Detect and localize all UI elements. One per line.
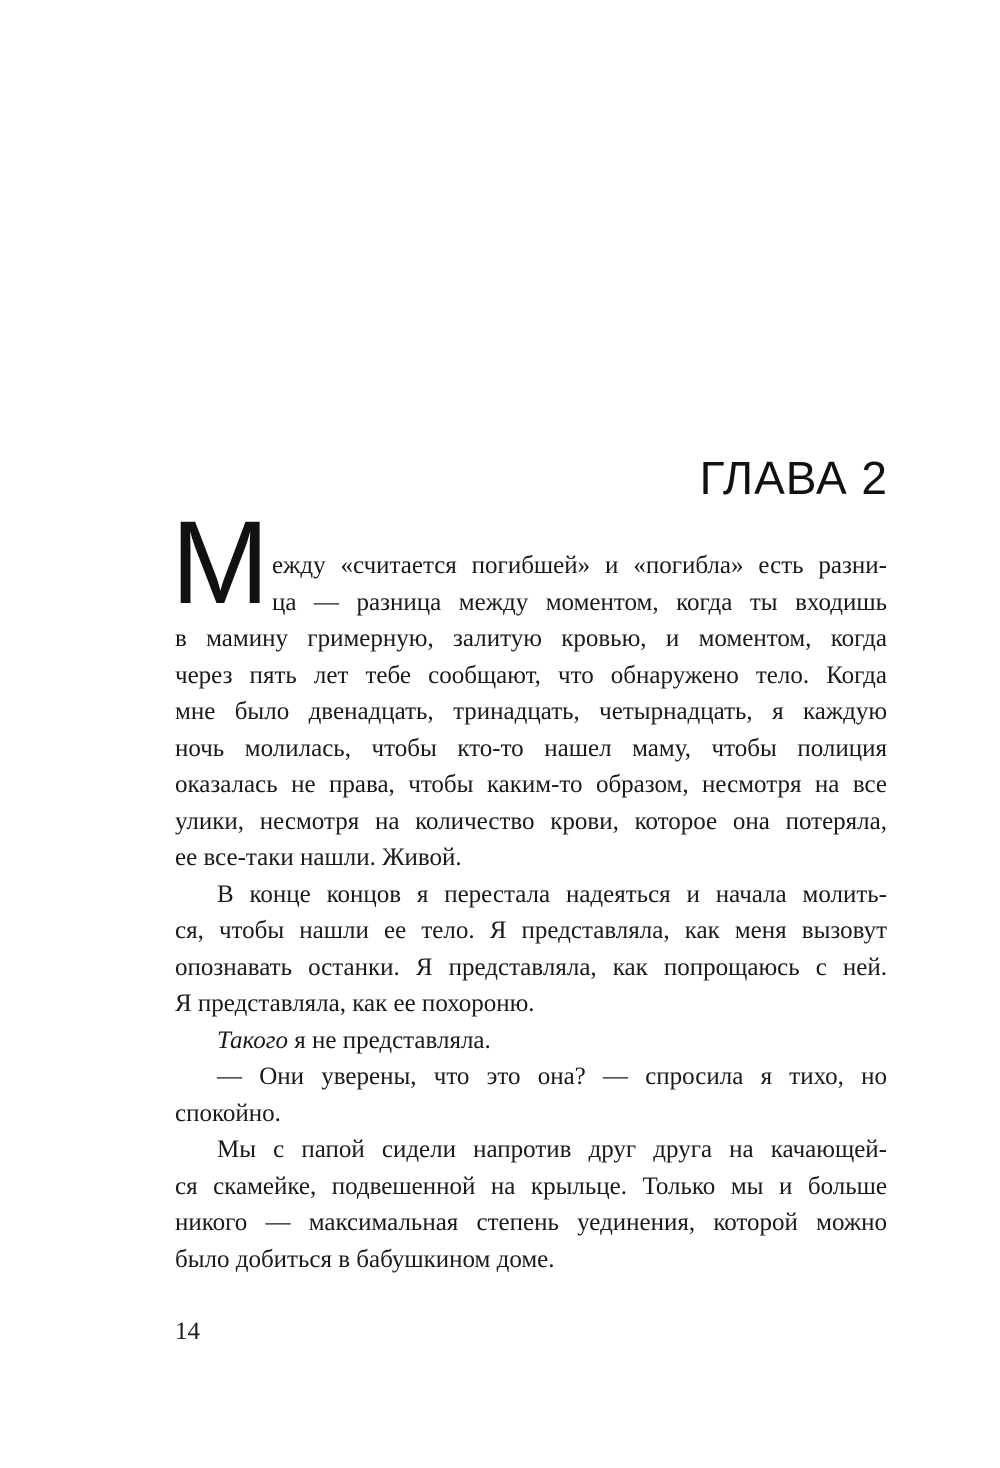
paragraph-5 [175,1132,887,1278]
text-line: в мамину гримерную, залитую кровью, и моментом, когда [175,625,887,652]
text-line: никого — максимальная степень уединения, которой можно [175,1209,887,1236]
text-line: оказалась не права, чтобы каким-то образом, несмотря на все [175,771,887,798]
page-number: 14 [175,1318,200,1345]
text-line: ся скамейке, подвешенной на крыльце. Только мы и больше [175,1172,887,1200]
text-line: ее все-таки нашли. Живой. [175,844,462,871]
text-line: опознавать останки. Я представляла, как попрощаюсь с ней. [175,953,887,981]
text-line: Мы с папой сидели напротив друг друга на качающей- [217,1136,887,1163]
text-line: ежду «считается погибшей» и «погибла» есть разни- [272,552,887,579]
text-line: спокойно. [175,1099,281,1127]
text-line: мне было двенадцать, тринадцать, четырнадцать, я каждую [175,698,887,725]
text-line: Я представляла, как ее похороню. [175,990,535,1017]
paragraph-1 [171,497,887,877]
paragraph-4 [175,1059,887,1132]
chapter-title: ГЛАВА 2 [699,451,888,504]
text-line: было добиться в бабушкином доме. [175,1245,555,1273]
emphasis-text: Такого [217,1026,288,1054]
drop-cap: М [171,497,270,629]
text-line: — Они уверены, что это она? — спросила я тихо, но [217,1063,887,1090]
paragraph-2 [175,877,887,1023]
text-line: через пять лет тебе сообщают, что обнаружено тело. Когда [175,661,887,689]
text-line: ночь молилась, чтобы кто-то нашел маму, чтобы полиция [175,734,887,762]
text-line: ца — разница между моментом, когда ты входишь [272,588,887,616]
text-line: В конце концов я перестала надеяться и начала молить- [217,880,887,908]
plain-text: я не представляла. [288,1026,491,1054]
text-line: ся, чтобы нашли ее тело. Я представляла, как меня вызовут [175,917,887,944]
paragraph-3 [175,1023,887,1060]
chapter-body [171,497,887,1278]
text-line [175,1023,887,1060]
text-line: улики, несмотря на количество крови, которое она потеряла, [175,807,887,835]
